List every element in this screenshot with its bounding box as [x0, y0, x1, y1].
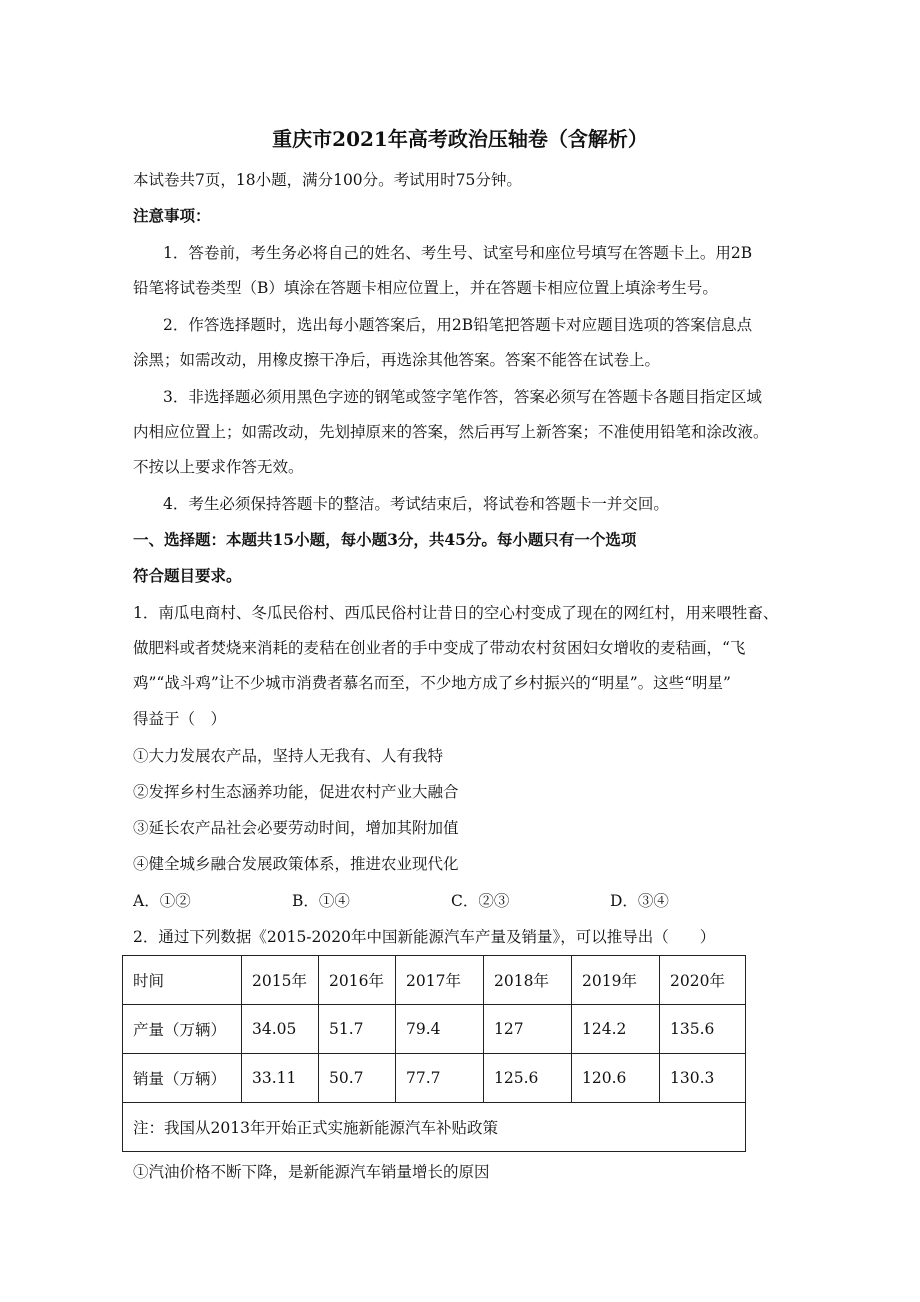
table-cell: 34.05 — [242, 1005, 319, 1054]
table-cell: 120.6 — [572, 1054, 660, 1103]
intro-text: 本试卷共7页，18小题，满分100分。考试用时75分钟。 — [133, 171, 522, 189]
table-cell: 135.6 — [660, 1005, 746, 1054]
q1-stem-line-1: 1．南瓜电商村、冬瓜民俗村、西瓜民俗村让昔日的空心村变成了现在的网红村，用来喂牲畜、 — [133, 604, 779, 622]
q1-statement-1: ①大力发展农产品，坚持人无我有、人有我特 — [133, 747, 444, 765]
notice-3-line-2: 内相应位置上；如需改动，先划掉原来的答案，然后再写上新答案；不准使用铅笔和涂改液。 — [133, 423, 769, 441]
table-cell: 产量（万辆） — [123, 1005, 242, 1054]
notice-1-line-1: 1．答卷前，考生务必将自己的姓名、考生号、试室号和座位号填写在答题卡上。用2B — [163, 244, 753, 262]
table-cell: 127 — [484, 1005, 572, 1054]
table-row — [123, 1005, 746, 1054]
table-cell: 销量（万辆） — [123, 1054, 242, 1103]
q1-statement-2: ②发挥乡村生态涵养功能，促进农村产业大融合 — [133, 783, 459, 801]
table-cell: 33.11 — [242, 1054, 319, 1103]
table-note-row — [123, 1103, 746, 1152]
table-header-cell: 2020年 — [660, 956, 746, 1005]
table-cell: 125.6 — [484, 1054, 572, 1103]
section-heading-line-2: 符合题目要求。 — [133, 566, 242, 585]
table-header-cell: 2016年 — [319, 956, 396, 1005]
table-header-cell: 2015年 — [242, 956, 319, 1005]
table-cell: 51.7 — [319, 1005, 396, 1054]
q2-stem: 2．通过下列数据《2015-2020年中国新能源汽车产量及销量》，可以推导出（ ） — [133, 928, 716, 946]
q1-stem-line-3: 鸡”“战斗鸡”让不少城市消费者慕名而至，不少地方成了乡村振兴的“明星”。这些“明星” — [133, 674, 731, 692]
notice-2-line-2: 涂黑；如需改动，用橡皮擦干净后，再选涂其他答案。答案不能答在试卷上。 — [133, 351, 661, 369]
table-cell: 77.7 — [396, 1054, 484, 1103]
q1-option-c: C．②③ — [451, 892, 510, 910]
q1-option-a: A．①② — [133, 892, 191, 910]
table-header-cell: 2017年 — [396, 956, 484, 1005]
ev-data-table — [122, 955, 746, 1152]
q1-stem-line-2: 做肥料或者焚烧来消耗的麦秸在创业者的手中变成了带动农村贫困妇女增收的麦秸画，“飞 — [133, 639, 746, 657]
table-cell: 79.4 — [396, 1005, 484, 1054]
table-cell: 124.2 — [572, 1005, 660, 1054]
notice-4-line-1: 4．考生必须保持答题卡的整洁。考试结束后，将试卷和答题卡一并交回。 — [163, 495, 669, 513]
section-heading-line-1: 一、选择题：本题共15小题，每小题3分，共45分。每小题只有一个选项 — [133, 530, 637, 549]
table-header-cell: 2018年 — [484, 956, 572, 1005]
table-cell: 50.7 — [319, 1054, 396, 1103]
q1-statement-3: ③延长农产品社会必要劳动时间，增加其附加值 — [133, 819, 459, 837]
q1-option-d: D．③④ — [610, 892, 669, 910]
table-header-cell: 2019年 — [572, 956, 660, 1005]
notice-3-line-3: 不按以上要求作答无效。 — [133, 458, 304, 476]
notice-1-line-2: 铅笔将试卷类型（B）填涂在答题卡相应位置上，并在答题卡相应位置上填涂考生号。 — [133, 279, 718, 297]
notice-3-line-1: 3．非选择题必须用黑色字迹的钢笔或签字笔作答，答案必须写在答题卡各题目指定区域 — [163, 388, 762, 406]
table-note: 注：我国从2013年开始正式实施新能源汽车补贴政策 — [123, 1103, 746, 1152]
q1-option-b: B．①④ — [292, 892, 350, 910]
q2-statement-1: ①汽油价格不断下降，是新能源汽车销量增长的原因 — [133, 1163, 490, 1181]
table-header-row — [123, 956, 746, 1005]
notice-2-line-1: 2．作答选择题时，选出每小题答案后，用2B铅笔把答题卡对应题目选项的答案信息点 — [163, 316, 753, 334]
notice-heading: 注意事项： — [133, 206, 211, 225]
table-cell: 130.3 — [660, 1054, 746, 1103]
table-row — [123, 1054, 746, 1103]
q1-stem-line-4: 得益于（ ） — [133, 710, 227, 728]
page-title: 重庆市2021年高考政治压轴卷（含解析） — [272, 127, 648, 151]
q1-statement-4: ④健全城乡融合发展政策体系，推进农业现代化 — [133, 855, 459, 873]
table-header-cell: 时间 — [123, 956, 242, 1005]
